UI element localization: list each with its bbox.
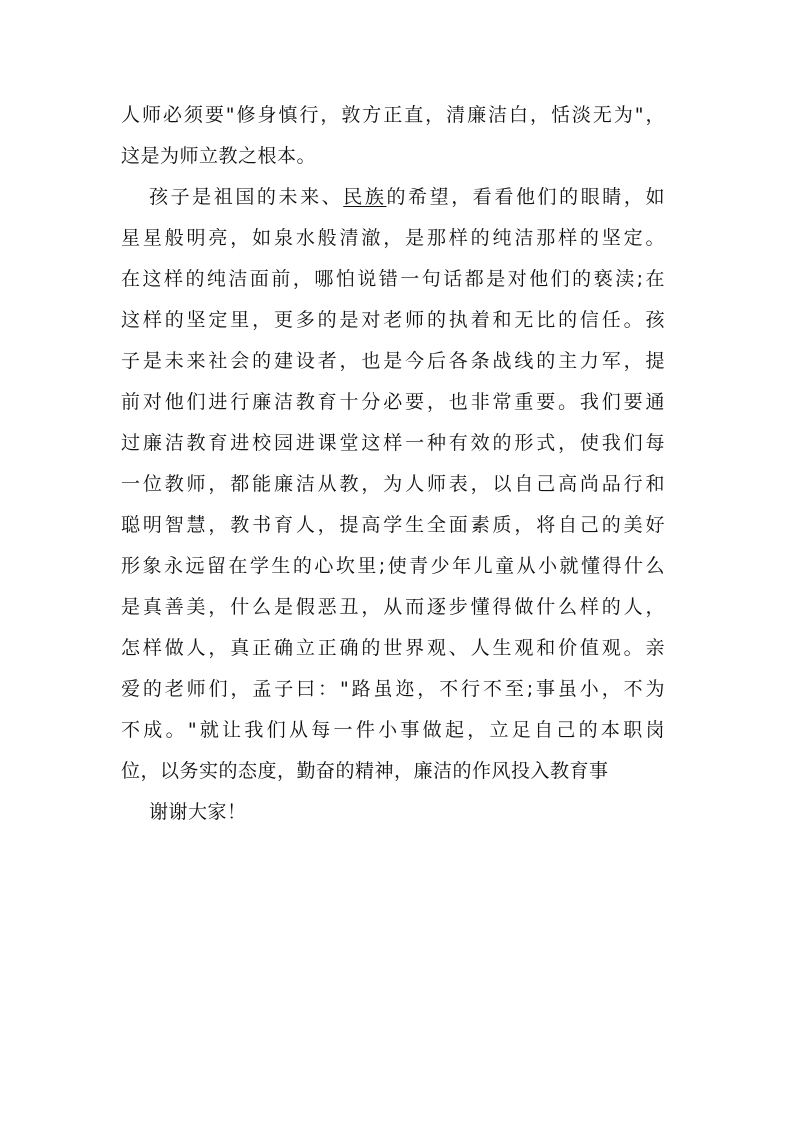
text-line: 怎样做人，真正确立正确的世界观、人生观和价值观。亲 bbox=[121, 637, 665, 659]
text-line: 前对他们进行廉洁教育十分必要，也非常重要。我们要通 bbox=[121, 391, 665, 413]
text-line: 不成。"就让我们从每一件小事做起，立足自己的本职岗 bbox=[121, 719, 665, 741]
text-line: 爱的老师们，孟子曰："路虽迩，不行不至;事虽小，不为 bbox=[121, 678, 665, 700]
text-line: 这是为师立教之根本。 bbox=[121, 145, 317, 167]
paragraph-main bbox=[121, 177, 665, 792]
text-line: 在这样的纯洁面前，哪怕说错一句话都是对他们的亵渎;在 bbox=[121, 268, 665, 290]
text-line: 是真善美，什么是假恶丑，从而逐步懂得做什么样的人， bbox=[121, 596, 665, 618]
text-line: 这样的坚定里，更多的是对老师的执着和无比的信任。孩 bbox=[121, 309, 665, 331]
text-segment: 的希望，看看他们的眼睛，如 bbox=[386, 186, 665, 208]
text-line: 聪明智慧，教书育人，提高学生全面素质，将自己的美好 bbox=[121, 514, 665, 536]
text-line: 人师必须要"修身慎行，敦方正直，清廉洁白，恬淡无为"， bbox=[121, 104, 665, 126]
paragraph-opening bbox=[121, 95, 665, 177]
text-line: 过廉洁教育进校园进课堂这样一种有效的形式，使我们每 bbox=[121, 432, 665, 454]
text-line: 子是未来社会的建设者，也是今后各条战线的主力军，提 bbox=[121, 350, 665, 372]
text-line: 一位教师，都能廉洁从教，为人师表，以自己高尚品行和 bbox=[121, 473, 665, 495]
text-line: 位，以务实的态度，勤奋的精神，廉洁的作风投入教育事 bbox=[121, 760, 609, 782]
minzu-link[interactable]: 民族 bbox=[343, 186, 387, 208]
text-line: 星星般明亮，如泉水般清澈，是那样的纯洁那样的坚定。 bbox=[121, 227, 665, 249]
text-line: 形象永远留在学生的心坎里;使青少年儿童从小就懂得什么 bbox=[121, 555, 665, 577]
paragraph-closing bbox=[121, 792, 665, 833]
text-line bbox=[121, 177, 665, 218]
closing-line: 谢谢大家！ bbox=[149, 801, 247, 823]
text-segment: 孩子是祖国的未来、 bbox=[149, 186, 344, 208]
document-body bbox=[121, 95, 665, 833]
